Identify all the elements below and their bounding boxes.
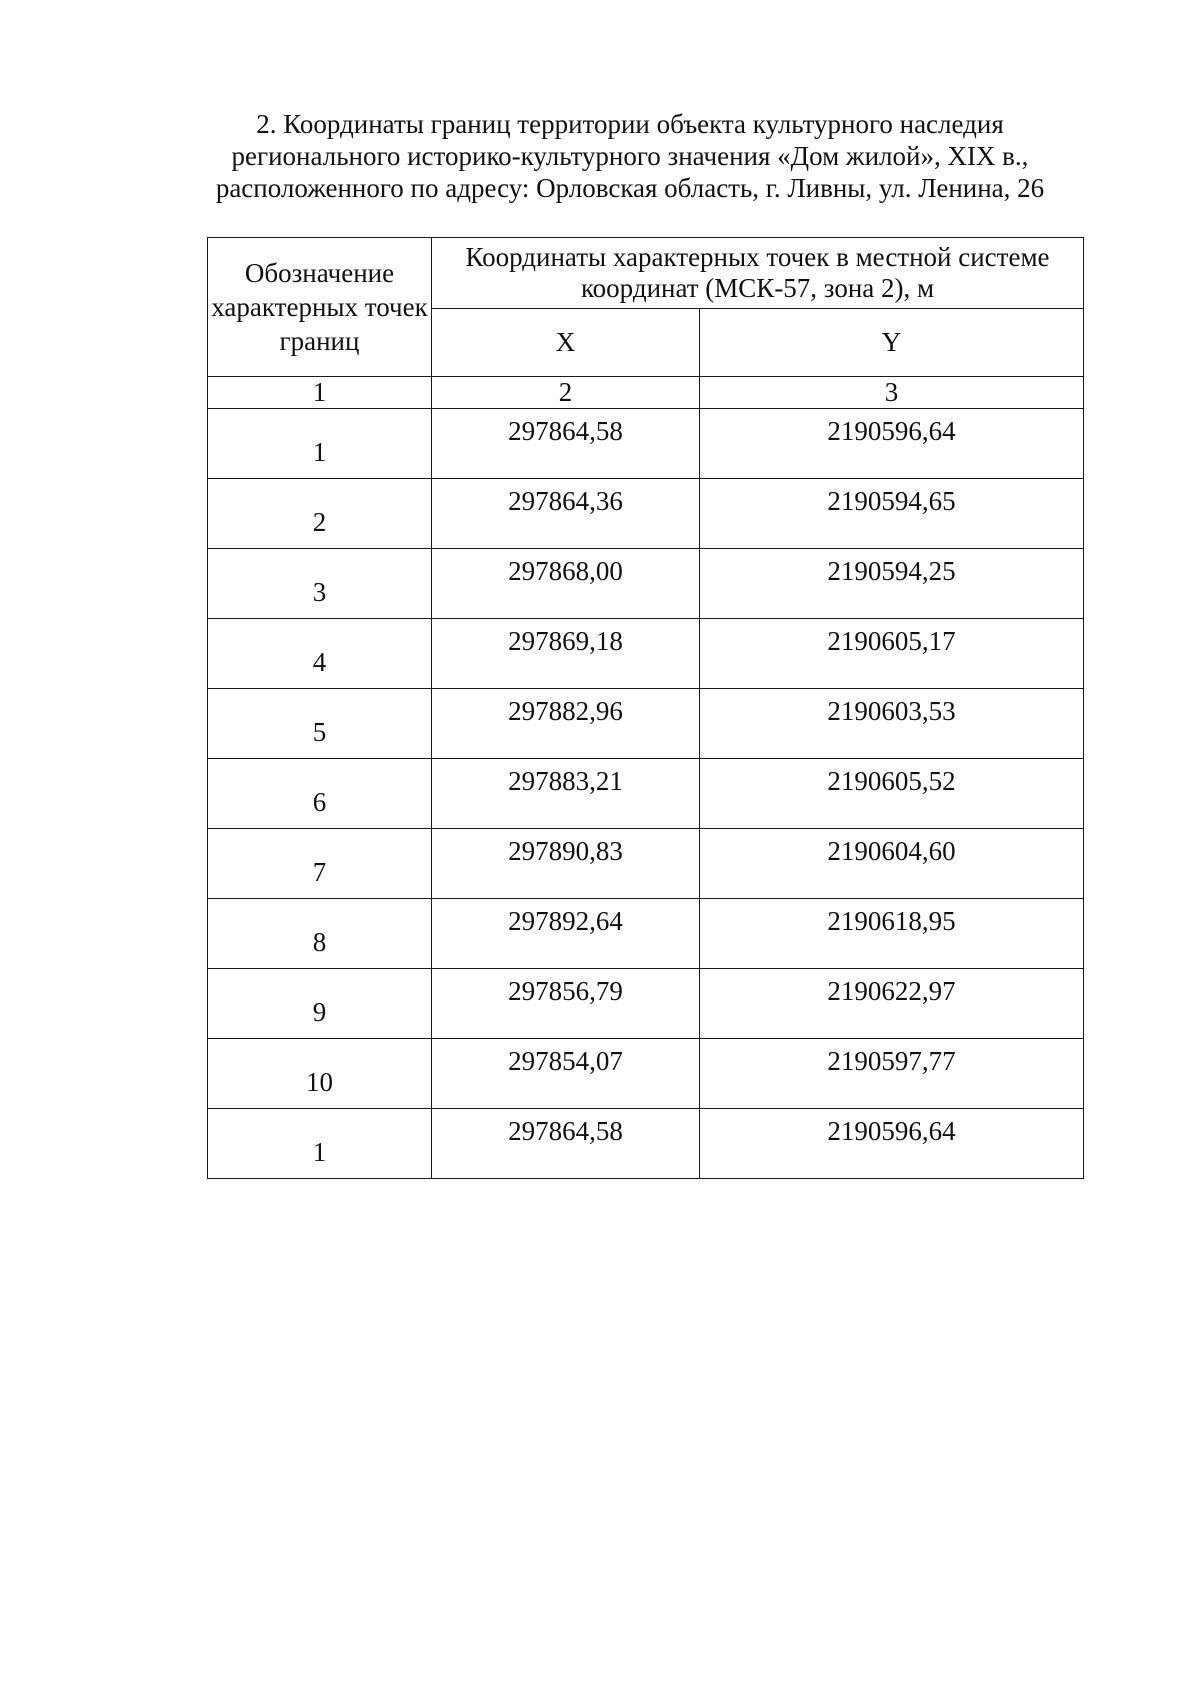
y-cell: 2190622,97 bbox=[700, 969, 1084, 1039]
document-title bbox=[180, 108, 1080, 204]
y-cell: 2190605,17 bbox=[700, 619, 1084, 689]
point-cell: 1 bbox=[208, 1109, 432, 1179]
x-cell: 297883,21 bbox=[432, 759, 700, 829]
y-cell: 2190604,60 bbox=[700, 829, 1084, 899]
x-cell: 297890,83 bbox=[432, 829, 700, 899]
y-cell: 2190603,53 bbox=[700, 689, 1084, 759]
title-line-1: 2. Координаты границ территории объекта культурного наследия bbox=[256, 109, 1004, 139]
table-row bbox=[208, 1109, 1084, 1179]
x-cell: 297864,58 bbox=[432, 1109, 700, 1179]
column-number-3: 3 bbox=[700, 377, 1084, 409]
y-cell: 2190594,65 bbox=[700, 479, 1084, 549]
header-y: Y bbox=[700, 308, 1084, 376]
x-cell: 297868,00 bbox=[432, 549, 700, 619]
x-cell: 297892,64 bbox=[432, 899, 700, 969]
header-x: X bbox=[432, 308, 700, 376]
title-line-2: регионального историко-культурного значения «Дом жилой», XIX в., bbox=[231, 141, 1029, 171]
y-cell: 2190597,77 bbox=[700, 1039, 1084, 1109]
column-number-1: 1 bbox=[208, 377, 432, 409]
column-number-2: 2 bbox=[432, 377, 700, 409]
point-cell: 8 bbox=[208, 899, 432, 969]
x-cell: 297856,79 bbox=[432, 969, 700, 1039]
table-row bbox=[208, 759, 1084, 829]
header-designation: Обозначение характерных точек границ bbox=[208, 238, 432, 377]
x-cell: 297882,96 bbox=[432, 689, 700, 759]
x-cell: 297864,36 bbox=[432, 479, 700, 549]
point-cell: 4 bbox=[208, 619, 432, 689]
header-coordinates: Координаты характерных точек в местной системе координат (МСК-57, зона 2), м bbox=[432, 238, 1084, 309]
table-row bbox=[208, 969, 1084, 1039]
y-cell: 2190618,95 bbox=[700, 899, 1084, 969]
table-row bbox=[208, 689, 1084, 759]
table-row bbox=[208, 619, 1084, 689]
title-line-3: расположенного по адресу: Орловская область, г. Ливны, ул. Ленина, 26 bbox=[215, 173, 1045, 203]
point-cell: 2 bbox=[208, 479, 432, 549]
x-cell: 297864,58 bbox=[432, 409, 700, 479]
x-cell: 297869,18 bbox=[432, 619, 700, 689]
table-row bbox=[208, 479, 1084, 549]
point-cell: 10 bbox=[208, 1039, 432, 1109]
point-cell: 3 bbox=[208, 549, 432, 619]
point-cell: 1 bbox=[208, 409, 432, 479]
y-cell: 2190605,52 bbox=[700, 759, 1084, 829]
table-row bbox=[208, 549, 1084, 619]
table-row bbox=[208, 409, 1084, 479]
y-cell: 2190594,25 bbox=[700, 549, 1084, 619]
y-cell: 2190596,64 bbox=[700, 409, 1084, 479]
table-row bbox=[208, 829, 1084, 899]
table-row bbox=[208, 1039, 1084, 1109]
coordinates-table bbox=[207, 237, 1084, 1179]
point-cell: 6 bbox=[208, 759, 432, 829]
table-row bbox=[208, 899, 1084, 969]
point-cell: 7 bbox=[208, 829, 432, 899]
y-cell: 2190596,64 bbox=[700, 1109, 1084, 1179]
point-cell: 9 bbox=[208, 969, 432, 1039]
point-cell: 5 bbox=[208, 689, 432, 759]
x-cell: 297854,07 bbox=[432, 1039, 700, 1109]
